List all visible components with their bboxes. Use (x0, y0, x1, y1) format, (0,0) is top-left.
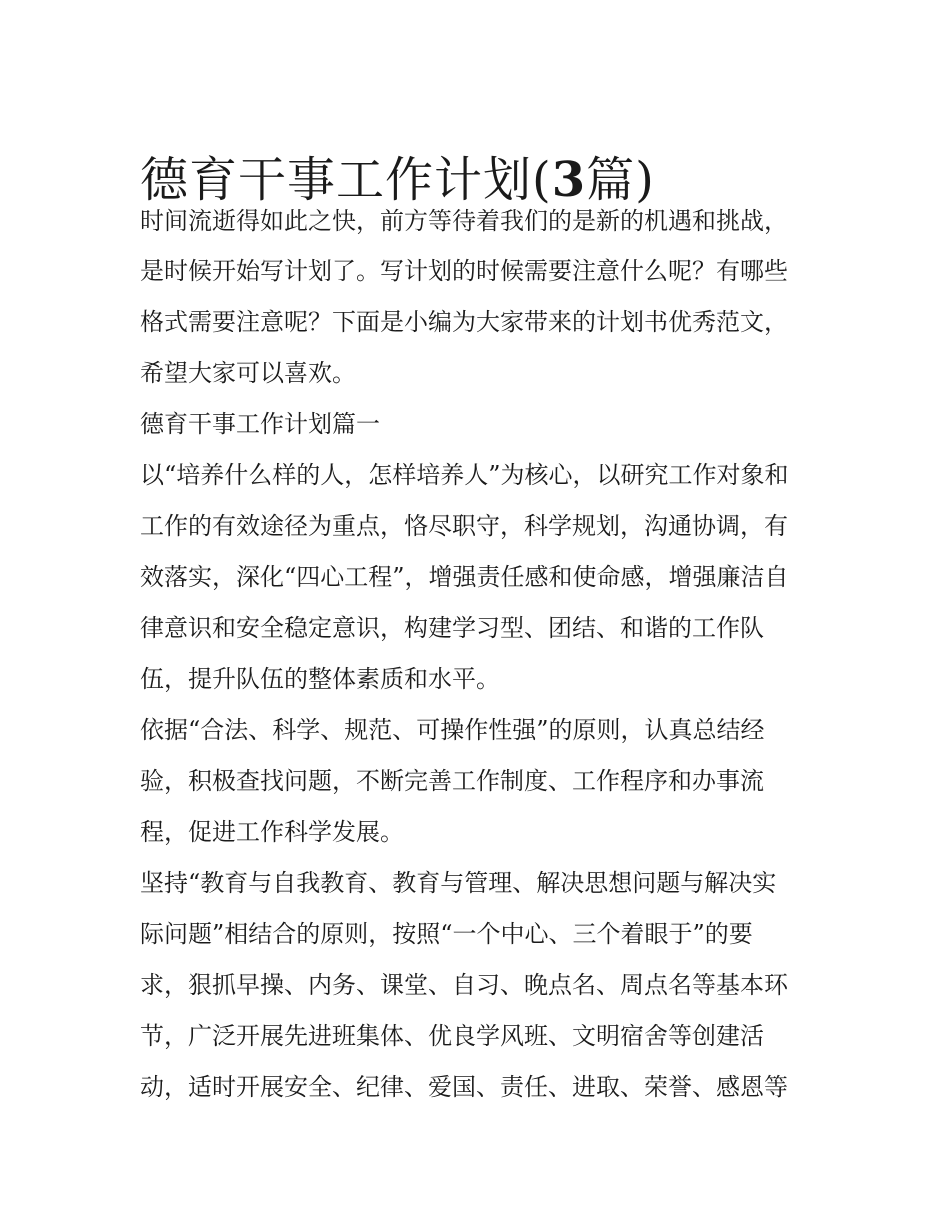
title-count: 3 (551, 152, 587, 209)
paragraph-line: 依据“合法、科学、规范、可操作性强”的原则，认真总结经 (140, 716, 765, 744)
title-text: 德育干事工作计划( (140, 152, 552, 209)
paragraph-line: 求，狠抓早操、内务、课堂、自习、晚点名、周点名等基本环 (140, 971, 788, 999)
paragraph-line: 伍，提升队伍的整体素质和水平。 (140, 665, 500, 693)
paragraph-line: 节，广泛开展先进班集体、优良学风班、文明宿舍等创建活 (140, 1022, 764, 1050)
title-suffix: 篇) (586, 152, 655, 209)
section-heading: 德育干事工作计划篇一 (140, 410, 380, 438)
paragraph-line: 律意识和安全稳定意识，构建学习型、团结、和谐的工作队 (140, 614, 764, 642)
paragraph-line: 效落实，深化“四心工程”，增强责任感和使命感，增强廉洁自 (140, 563, 789, 591)
intro-line-2: 是时候开始写计划了。写计划的时候需要注意什么呢？有哪些 (140, 257, 788, 285)
paragraph-line: 程，促进工作科学发展。 (140, 818, 404, 846)
intro-line-3: 格式需要注意呢？下面是小编为大家带来的计划书优秀范文， (140, 308, 788, 336)
paragraph-line: 坚持“教育与自我教育、教育与管理、解决思想问题与解决实 (140, 869, 777, 897)
paragraph-line: 际问题”相结合的原则，按照“一个中心、三个着眼于”的要 (140, 920, 753, 948)
paragraph-line: 动，适时开展安全、纪律、爱国、责任、进取、荣誉、感恩等 (140, 1073, 788, 1101)
intro-line-1: 时间流逝得如此之快，前方等待着我们的是新的机遇和挑战， (140, 207, 788, 235)
paragraph-line: 以“培养什么样的人，怎样培养人”为核心，以研究工作对象和 (140, 461, 789, 489)
paragraph-line: 工作的有效途径为重点，恪尽职守，科学规划，沟通协调，有 (140, 512, 788, 540)
intro-line-4: 希望大家可以喜欢。 (140, 359, 356, 387)
paragraph-line: 验，积极查找问题，不断完善工作制度、工作程序和办事流 (140, 767, 764, 795)
document-title (140, 150, 655, 210)
